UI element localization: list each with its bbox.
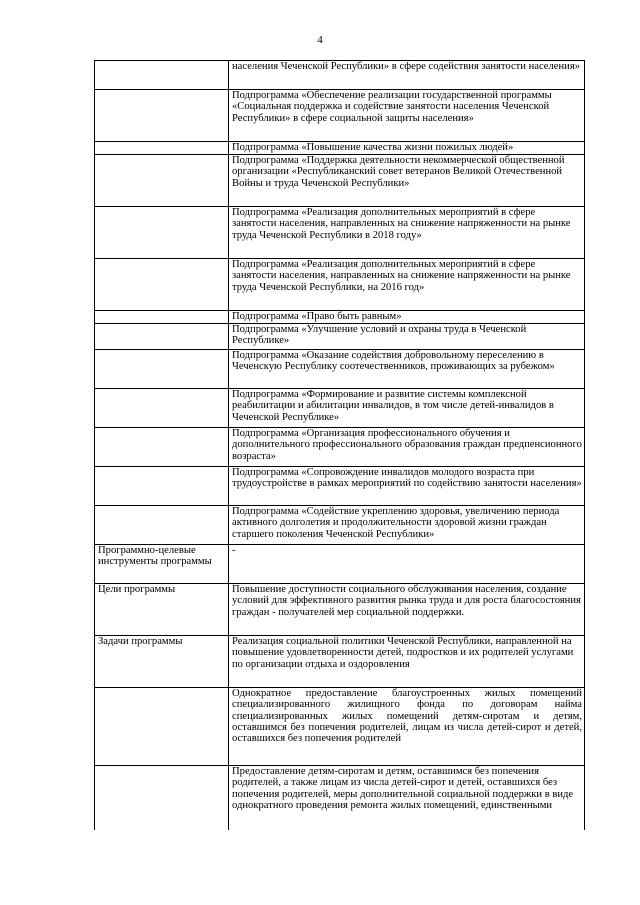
table-row bbox=[95, 350, 585, 389]
subprogram-cell: Подпрограмма «Право быть равным» bbox=[229, 311, 585, 324]
goals-value: Повышение доступности социального обслуживания населения, создание условий для эффективного развития рынка труда и для роста благосостояния граждан - получателей мер социальной поддержки. bbox=[229, 584, 585, 636]
empty-label-cell bbox=[95, 90, 229, 142]
empty-label-cell bbox=[95, 506, 229, 545]
empty-label-cell bbox=[95, 155, 229, 207]
task-item: Предоставление детям-сиротам и детям, оставшимся без попечения родителей, а также лицам из числа детей-сирот и детей, оставшихся без попечения родителей, меры дополнительной социальной поддержки в виде однократного проведения ремонта жилых помещений, единственными bbox=[229, 766, 585, 830]
empty-label-cell bbox=[95, 467, 229, 506]
continuation-cell: населения Чеченской Республики» в сфере содействия занятости населения» bbox=[229, 61, 585, 90]
task-item: Однократное предоставление благоустроенных жилых помещений специализированного жилищного фонда по договорам найма специализированных жилых помещений детям-сиротам и детям, оставшимся без попечения родителей, лицам из числа детей-сирот и детей, оставшихся без попечения родителей bbox=[229, 688, 585, 766]
subprogram-cell: Подпрограмма «Оказание содействия добровольному переселению в Чеченскую Республику соотечественников, проживающих за рубежом» bbox=[229, 350, 585, 389]
empty-label-cell bbox=[95, 311, 229, 324]
table-row bbox=[95, 545, 585, 584]
empty-label-cell bbox=[95, 207, 229, 259]
table-row bbox=[95, 155, 585, 207]
subprogram-cell: Подпрограмма «Поддержка деятельности некоммерческой общественной организации «Республиканский совет ветеранов Великой Отечественной Войны и труда Чеченской Республики» bbox=[229, 155, 585, 207]
subprogram-cell: Подпрограмма «Сопровождение инвалидов молодого возраста при трудоустройстве в рамках мероприятий по содействию занятости населения» bbox=[229, 467, 585, 506]
table-row bbox=[95, 207, 585, 259]
empty-label-cell bbox=[95, 142, 229, 155]
subprogram-cell: Подпрограмма «Обеспечение реализации государственной программы «Социальная поддержка и содействие занятости населения Чеченской Республики» в сфере социальной защиты населения» bbox=[229, 90, 585, 142]
empty-label-cell bbox=[95, 389, 229, 428]
table-row bbox=[95, 428, 585, 467]
table-row bbox=[95, 688, 585, 766]
empty-label-cell bbox=[95, 688, 229, 766]
table-row bbox=[95, 467, 585, 506]
table-row bbox=[95, 324, 585, 350]
page-number: 4 bbox=[317, 34, 323, 46]
table-row bbox=[95, 142, 585, 155]
subprogram-cell: Подпрограмма «Реализация дополнительных мероприятий в сфере занятости населения, направленных на снижение напряженности на рынке труда Чеченской Республики в 2018 году» bbox=[229, 207, 585, 259]
empty-label-cell bbox=[95, 428, 229, 467]
table-row bbox=[95, 389, 585, 428]
goals-label: Цели программы bbox=[95, 584, 229, 636]
subprogram-cell: Подпрограмма «Реализация дополнительных мероприятий в сфере занятости населения, направленных на снижение напряженности на рынке труда Чеченской Республики, на 2016 год» bbox=[229, 259, 585, 311]
empty-label-cell bbox=[95, 259, 229, 311]
table-row bbox=[95, 259, 585, 311]
subprogram-cell: Подпрограмма «Содействие укреплению здоровья, увеличению периода активного долголетия и продолжительности здоровой жизни граждан старшего поколения Чеченской Республики» bbox=[229, 506, 585, 545]
empty-label-cell bbox=[95, 766, 229, 830]
subprogram-cell: Подпрограмма «Организация профессионального обучения и дополнительного профессионального образования граждан предпенсионного возраста» bbox=[229, 428, 585, 467]
tasks-label: Задачи программы bbox=[95, 636, 229, 688]
empty-label-cell bbox=[95, 350, 229, 389]
table-row bbox=[95, 584, 585, 636]
table-row bbox=[95, 636, 585, 688]
table-row bbox=[95, 766, 585, 830]
program-passport-table bbox=[94, 60, 585, 830]
subprogram-cell: Подпрограмма «Формирование и развитие системы комплексной реабилитации и абилитации инвалидов, в том числе детей-инвалидов в Чеченской Республике» bbox=[229, 389, 585, 428]
task-item: Реализация социальной политики Чеченской Республики, направленной на повышение удовлетворенности детей, подростков и их родителей услугами по организации отдыха и оздоровления bbox=[229, 636, 585, 688]
table-row bbox=[95, 61, 585, 90]
table-row bbox=[95, 90, 585, 142]
empty-label-cell bbox=[95, 61, 229, 90]
instruments-value: - bbox=[229, 545, 585, 584]
table-row bbox=[95, 506, 585, 545]
table-row bbox=[95, 311, 585, 324]
subprogram-cell: Подпрограмма «Улучшение условий и охраны труда в Чеченской Республике» bbox=[229, 324, 585, 350]
subprogram-cell: Подпрограмма «Повышение качества жизни пожилых людей» bbox=[229, 142, 585, 155]
instruments-label: Программно-целевые инструменты программы bbox=[95, 545, 229, 584]
empty-label-cell bbox=[95, 324, 229, 350]
